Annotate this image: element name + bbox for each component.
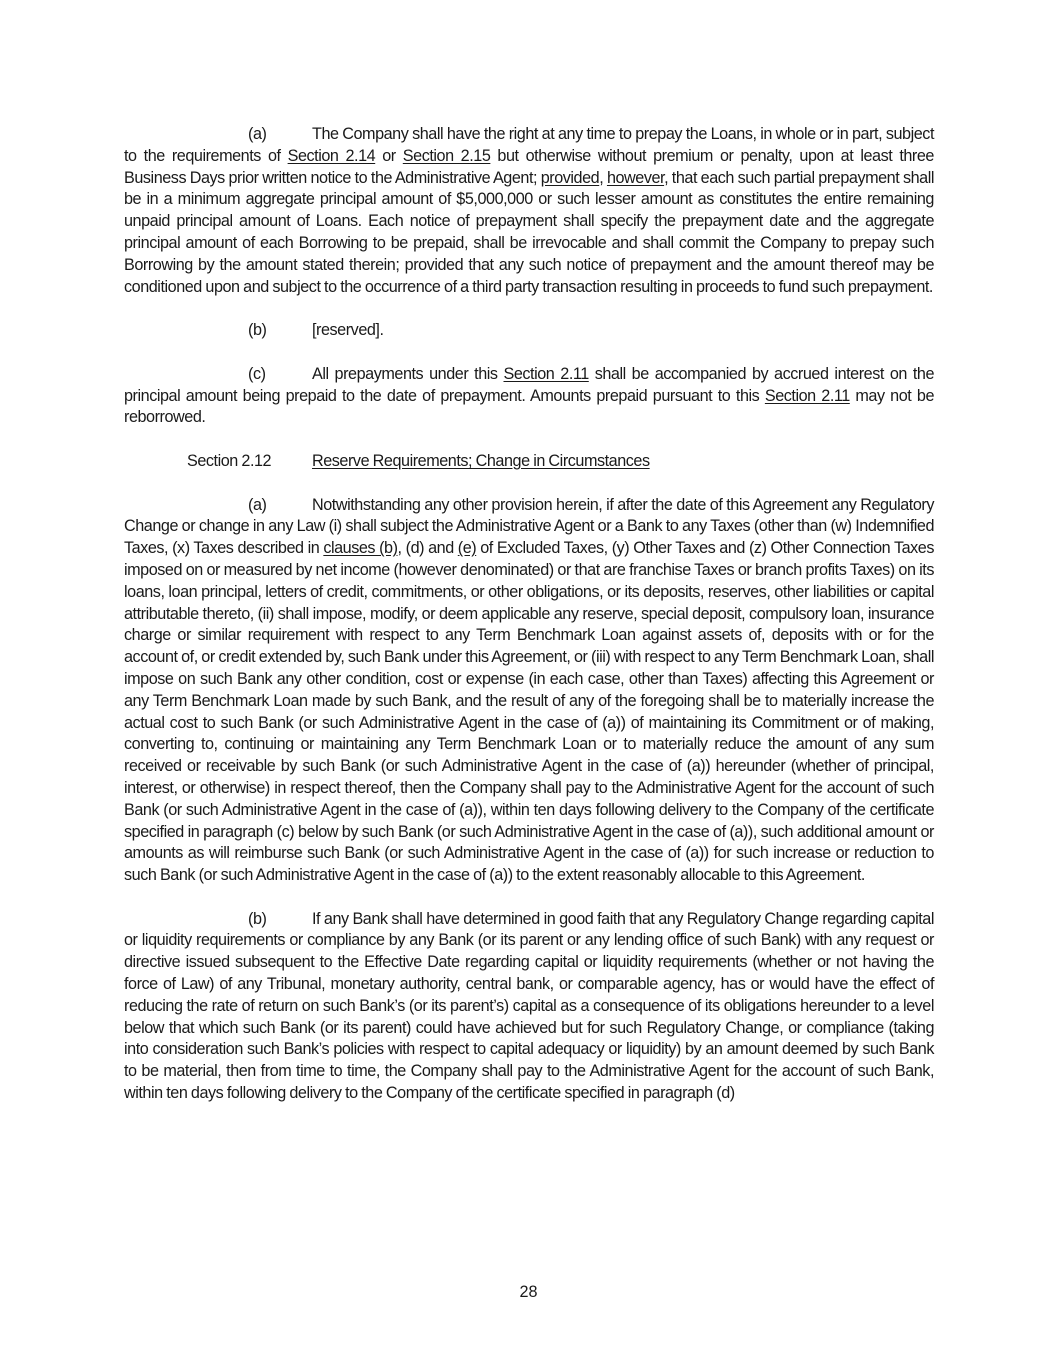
paragraph-text: of Excluded Taxes, (y) Other Taxes and (z) Other Connection Taxes imposed on or measured by net income (however denominated) or that are franchise Taxes or branch profits Taxes) on its loans, loan principal, letters of credit, commitments, or other obligations, or its deposits, reserves, other liabilities or capital attributable thereto, (ii) shall impose, modify, or deem applicable any reserve, special deposit, compulsory loan, insurance charge or similar requirement with respect to any Term Benchmark Loan against assets of, deposits with or for the account of, or credit extended by, such Bank under this Agreement, or (iii) with respect to any Term Benchmark Loan, shall impose on such Bank any other condition, cost or expense (in each case, other than Taxes) affecting this Agreement or any Term Benchmark Loan made by such Bank, and the result of any of the foregoing shall be to materially increase the actual cost to such Bank (or such Administrative Agent in the case of (a)) of maintaining its Commitment or of making, converting to, continuing or maintaining any Term Benchmark Loan or to materially reduce the amount of any sum received or receivable by such Bank (or such Administrative Agent in the case of (a)) hereunder (whether of principal, interest, or otherwise) in respect thereof, then the Company shall pay to the Administrative Agent for the account of such Bank (or such Administrative Agent in the case of (a)), within ten days following delivery to the Company of the certificate specified in paragraph (c) below by such Bank (or such Administrative Agent in the case of (a)), such additional amount or amounts as will reimburse such Bank (or such Administrative Agent in the case of (a)) for such increase or reduction to such Bank (or such Administrative Agent in the case of (a)) to the extent reasonably allocable to this Agreement. (124, 539, 934, 885)
paragraph-label: (c) (248, 364, 266, 383)
cross-reference-clauses-b: clauses (b) (323, 539, 398, 558)
paragraph-label: (a) (248, 495, 267, 514)
paragraph-label: (a) (248, 125, 267, 143)
page-number: 28 (519, 1283, 538, 1301)
cross-reference-section-2-11: Section 2.11 (503, 364, 589, 383)
document-page (124, 124, 934, 1127)
paragraph-label: (b) (248, 321, 267, 340)
paragraph-text: or (375, 146, 403, 165)
section-2-11-paragraph-c (124, 364, 934, 429)
paragraph-text: All prepayments under this (312, 364, 504, 383)
section-title: Reserve Requirements; Change in Circumstances (312, 451, 650, 470)
cross-reference-section-2-15: Section 2.15 (402, 146, 491, 165)
cross-reference-clause-e: (e) (457, 539, 477, 558)
section-number: Section 2.12 (187, 451, 272, 470)
paragraph-text: [reserved]. (312, 321, 384, 340)
paragraph-text: but otherwise without premium or penalty, upon at least three Business Days prior written notice to the Administrative Agent; (124, 146, 934, 187)
paragraph-text: Notwithstanding any other provision herein, if after the date of this Agreement any Regulatory Change or change in any Law (i) shall subject the Administrative Agent or a Bank to any Taxes (other than (w) Indemnified Taxes, (x) Taxes described in (124, 495, 934, 558)
paragraph-text: , (d) and (397, 539, 458, 558)
paragraph-label: (b) (248, 909, 267, 928)
term-however: however (606, 168, 665, 187)
paragraph-text: If any Bank shall have determined in good faith that any Regulatory Change regarding capital or liquidity requirements or compliance by any Bank (or its parent or any lending office of such Bank) with any request or directive issued subsequent to the Effective Date regarding capital or liquidity requirements (whether or not having the force of Law) of any Tribunal, monetary authority, central bank, or comparable agency, has or would have the effect of reducing the rate of return on such Bank’s (or its parent’s) capital as a consequence of its obligations hereunder to a level below that which such Bank (or its parent) could have achieved but for such Regulatory Change, or compliance (taking into consideration such Bank’s policies with respect to capital adequacy or liquidity) by an amount deemed by such Bank to be material, then from time to time, the Company shall pay to the Administrative Agent for the account of such Bank, within ten days following delivery to the Company of the certificate specified in paragraph (d) (124, 909, 934, 1103)
cross-reference-section-2-11: Section 2.11 (764, 386, 850, 405)
section-2-11-paragraph-a (124, 124, 934, 298)
section-2-11-paragraph-b (124, 320, 934, 342)
term-provided: provided (540, 168, 600, 187)
section-heading (124, 451, 934, 473)
paragraph-text: may not be reborrowed. (124, 386, 934, 427)
cross-reference-section-2-14: Section 2.14 (287, 146, 376, 165)
section-2-12-paragraph-b (124, 909, 934, 1105)
paragraph-text: shall be accompanied by accrued interest on the principal amount being prepaid to the date of prepayment. Amounts prepaid pursuant to this (124, 364, 935, 405)
paragraph-text: , (599, 168, 607, 187)
section-2-12-paragraph-a (124, 495, 934, 887)
paragraph-text: , that each such partial prepayment shall be in a minimum aggregate principal amount of $5,000,000 or such lesser amount as constitutes the entire remaining unpaid principal amount of Loans. Each notice of prepayment shall specify the prepayment date and the aggregate principal amount of each Borrowing to be prepaid, shall be irrevocable and shall commit the Company to prepay such Borrowing by the amount stated therein; provided that any such notice of prepayment and the amount thereof may be conditioned upon and subject to the occurrence of a third party transaction resulting in proceeds to fund such prepayment. (124, 168, 934, 296)
paragraph-text: The Company shall have the right at any time to prepay the Loans, in whole or in part, subject to the requirements of (124, 125, 934, 165)
